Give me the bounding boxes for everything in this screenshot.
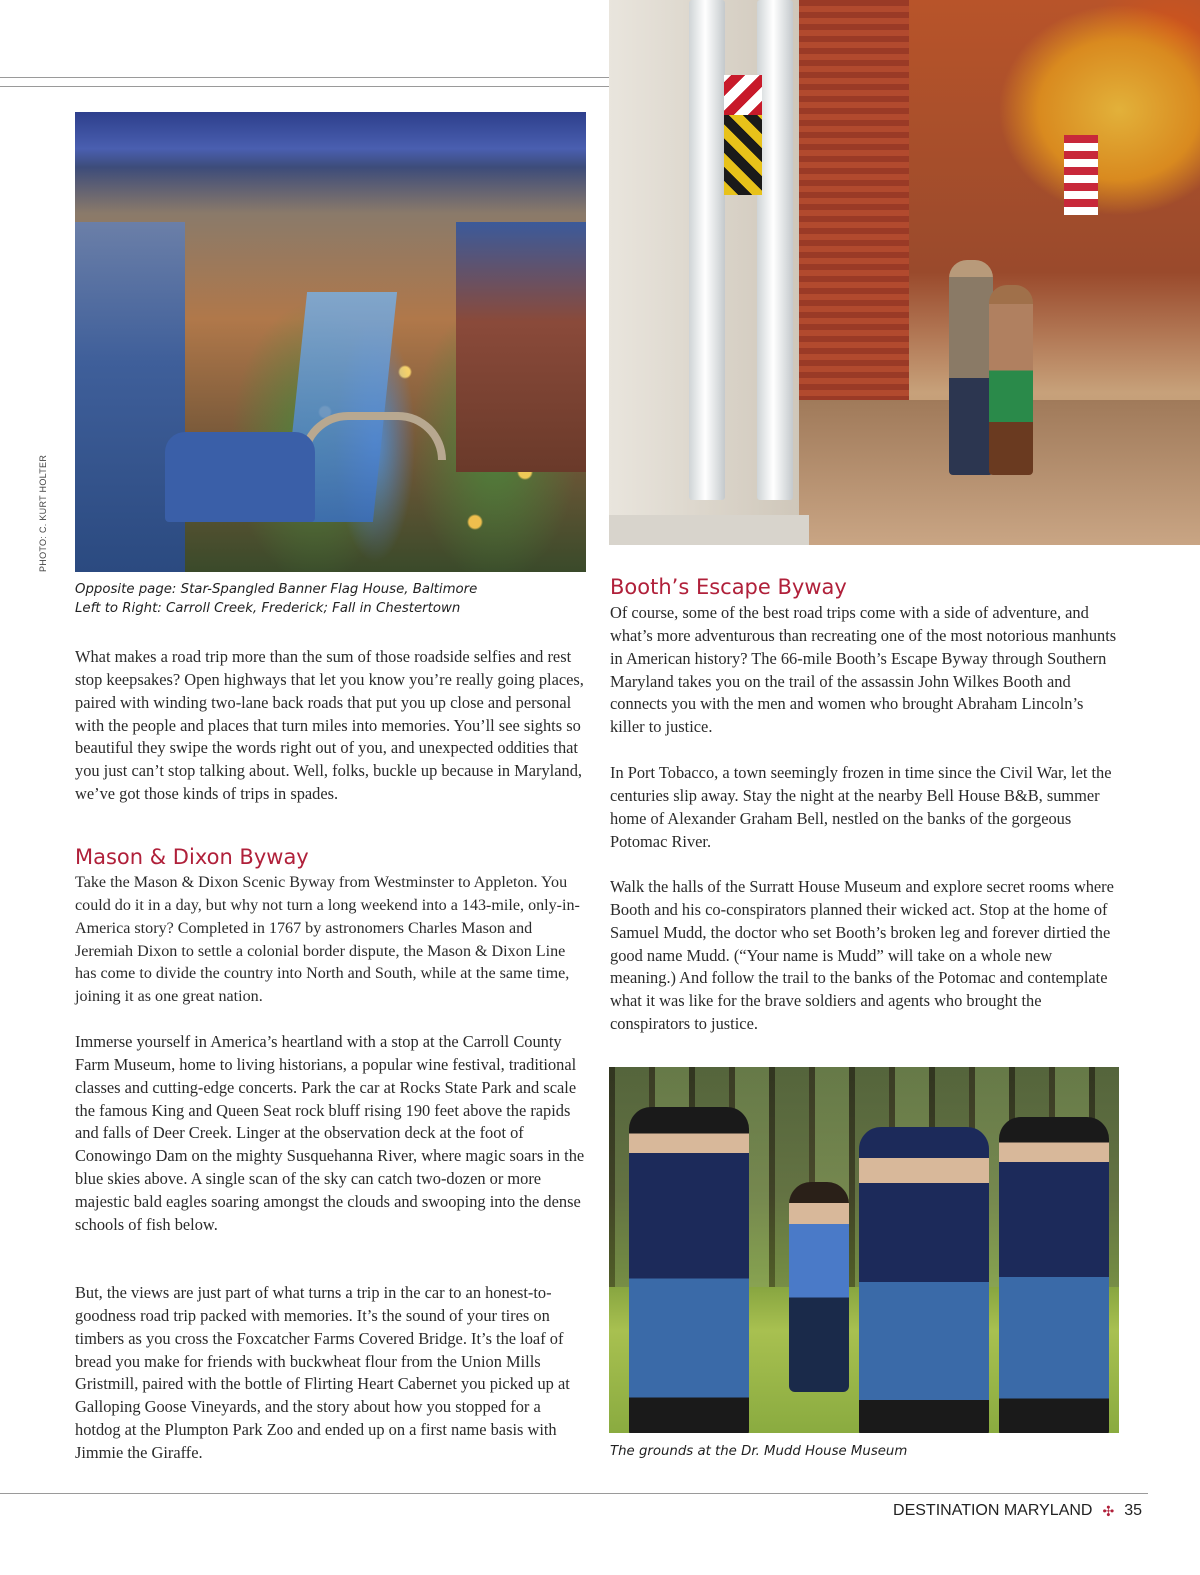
photo-detail [629, 1107, 749, 1433]
photo-detail [609, 515, 809, 545]
american-flag [1064, 135, 1098, 215]
publication-name: DESTINATION MARYLAND [893, 1502, 1093, 1519]
photo-detail [789, 1182, 849, 1392]
photo-credit: PHOTO: C. KURT HOLTER [38, 454, 48, 572]
page-number: 35 [1124, 1502, 1142, 1519]
top-rule-secondary [0, 86, 612, 87]
photo-detail [165, 432, 315, 522]
intro-paragraph: What makes a road trip more than the sum of those roadside selfies and rest stop keepsakes? Open highways that let you know you’re really going places, paired with winding two-lane back roads that put you up close and personal with the people and places that turn miles into memories. You’ll see sights so beautiful they swipe the words right out of you, and unexpected oddities that you just can’t stop talking about. Well, folks, buckle up because in Maryland, we’ve got those kinds of trips in spades. [75, 647, 584, 804]
photo-detail [989, 285, 1033, 475]
photo-detail [456, 222, 586, 472]
mason-dixon-paragraph-3: But, the views are just part of what turns a trip in the car to an honest-to-goodness road trip packed with memories. It’s the sound of your tires on timbers as you cross the Foxcatcher Farms Covered Bridge. It’s the loaf of bread you make for friends with buckwheat flour from the Union Mills Gristmill, paired with the bottle of Flirting Heart Cabernet you picked up at Galloping Goose Vineyards, and the story about how you stopped for a hotdog at the Plumpton Park Zoo and ended up on a first name basis with Jimmie the Giraffe. [75, 1283, 570, 1462]
section-heading-mason-dixon: Mason & Dixon Byway [75, 845, 309, 869]
photo-detail [757, 0, 793, 500]
footer-rule [0, 1493, 1148, 1494]
caption-line: Left to Right: Carroll Creek, Frederick; Fall in Chestertown [75, 601, 461, 616]
photo-detail [949, 260, 993, 475]
mudd-photo-caption: The grounds at the Dr. Mudd House Museum [610, 1444, 908, 1459]
photo-detail [689, 0, 725, 500]
carroll-creek-photo [75, 112, 586, 572]
photo-detail [859, 1127, 989, 1433]
caption-line: Opposite page: Star-Spangled Banner Flag House, Baltimore [75, 582, 478, 597]
mudd-house-photo [609, 1067, 1119, 1433]
booths-escape-paragraph-2: In Port Tobacco, a town seemingly frozen in time since the Civil War, let the centuries slip away. Stay the night at the nearby Bell House B&B, summer home of Alexander Graham Bell, nestled on the banks of the gorgeous Potomac River. [610, 763, 1112, 851]
photo-detail [300, 412, 446, 460]
mason-dixon-paragraph-1: Take the Mason & Dixon Scenic Byway from Westminster to Appleton. You could do it in a day, but why not turn a long weekend into a 143-mile, only-in-America story? Completed in 1767 by astronomers Charles Mason and Jeremiah Dixon to settle a colonial border dispute, the Mason & Dixon Line has come to divide the country into North and South, while at the same time, joining it as one great nation. [75, 874, 580, 1006]
mason-dixon-paragraph-2: Immerse yourself in America’s heartland with a stop at the Carroll County Farm Museum, home to living historians, a popular wine festival, traditional classes and cutting-edge concerts. Park the car at Rocks State Park and scale the famous King and Queen Seat rock bluff rising 190 feet above the rapids and falls of Deer Creek. Linger at the observation deck at the foot of Conowingo Dam on the mighty Susquehanna River, where magic soars in the blue skies above. A single scan of the sky can catch two-dozen or more majestic bald eagles soaring amongst the clouds and swooping into the dense schools of fish below. [75, 1032, 585, 1234]
photo-caption [75, 580, 477, 618]
page-footer [893, 1502, 1142, 1520]
photo-detail [999, 1117, 1109, 1433]
section-heading-booths-escape: Booth’s Escape Byway [610, 575, 847, 599]
booths-escape-paragraph-1: Of course, some of the best road trips come with a side of adventure, and what’s more adventurous than recreating one of the most notorious manhunts in American history? The 66-mile Booth’s Escape Byway through Southern Maryland takes you on the trail of the assassin John Wilkes Booth and connects you with the men and women who brought Abraham Lincoln’s killer to justice. [610, 603, 1117, 737]
chestertown-photo [609, 0, 1200, 545]
photo-detail [799, 0, 909, 420]
maryland-flag [724, 75, 762, 195]
ornament-icon: ✣ [1102, 1502, 1115, 1519]
booths-escape-paragraph-3: Walk the halls of the Surratt House Museum and explore secret rooms where Booth and his co-conspirators planned their wicked act. Stop at the home of Samuel Mudd, the doctor who set Booth’s broken leg and forever dirtied the good name Mudd. (“Your name is Mudd” will take on a whole new meaning.) And follow the trail to the banks of the Potomac and contemplate what it was like for the brave soldiers and agents who brought the conspirators to justice. [610, 877, 1114, 1034]
top-rule [0, 77, 612, 78]
